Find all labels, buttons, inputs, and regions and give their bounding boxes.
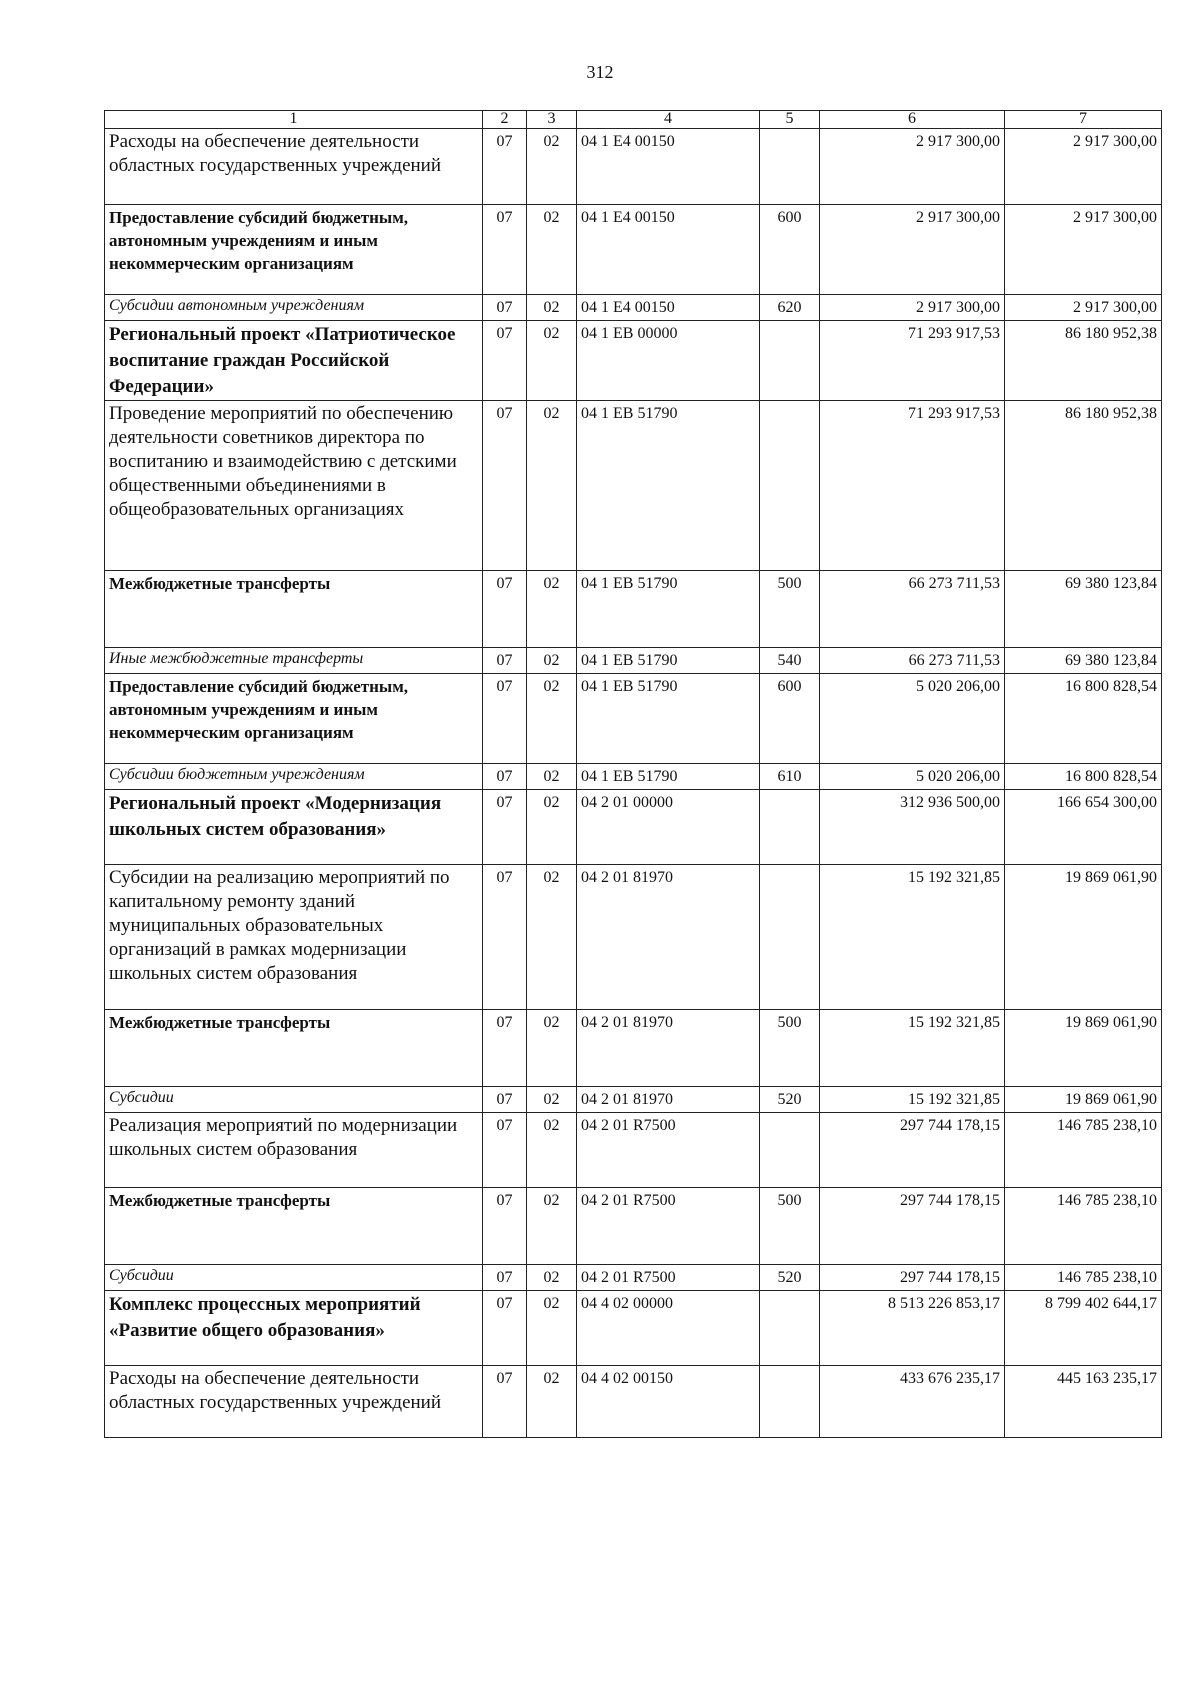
- row-name-cell: Межбюджетные трансферты: [105, 1010, 483, 1087]
- row-amount-col6-cell: 433 676 235,17: [820, 1366, 1005, 1438]
- row-subsection-cell: 02: [527, 1113, 577, 1188]
- row-subsection-cell: 02: [527, 571, 577, 648]
- row-target-code-cell: 04 1 ЕВ 51790: [577, 648, 760, 674]
- table-row: [105, 1087, 1162, 1113]
- row-amount-col6-cell: 71 293 917,53: [820, 401, 1005, 571]
- row-name-cell: Комплекс процессных мероприятий «Развитие общего образования»: [105, 1291, 483, 1366]
- row-amount-col6-cell: 297 744 178,15: [820, 1188, 1005, 1265]
- row-name-cell: Субсидии автономным учреждениям: [105, 295, 483, 321]
- row-subsection-cell: 02: [527, 790, 577, 865]
- row-target-code-cell: 04 1 ЕВ 51790: [577, 764, 760, 790]
- row-expense-type-cell: 620: [760, 295, 820, 321]
- row-name-cell: Предоставление субсидий бюджетным, автономным учреждениям и иным некоммерческим организациям: [105, 674, 483, 764]
- row-amount-col7-cell: 69 380 123,84: [1005, 648, 1162, 674]
- row-section-cell: 07: [483, 1188, 527, 1265]
- row-subsection-cell: 02: [527, 764, 577, 790]
- row-section-cell: 07: [483, 1366, 527, 1438]
- table-row: [105, 129, 1162, 205]
- row-target-code-cell: 04 1 ЕВ 51790: [577, 674, 760, 764]
- column-header: 6: [820, 111, 1005, 129]
- row-section-cell: 07: [483, 321, 527, 401]
- column-header: 1: [105, 111, 483, 129]
- column-header: 7: [1005, 111, 1162, 129]
- column-header: 3: [527, 111, 577, 129]
- row-target-code-cell: 04 1 Е4 00150: [577, 129, 760, 205]
- row-subsection-cell: 02: [527, 648, 577, 674]
- row-name-cell: Межбюджетные трансферты: [105, 571, 483, 648]
- row-amount-col6-cell: 66 273 711,53: [820, 571, 1005, 648]
- row-subsection-cell: 02: [527, 1366, 577, 1438]
- table-row: [105, 571, 1162, 648]
- row-subsection-cell: 02: [527, 865, 577, 1010]
- table-row: [105, 790, 1162, 865]
- row-target-code-cell: 04 4 02 00150: [577, 1366, 760, 1438]
- row-amount-col7-cell: 19 869 061,90: [1005, 865, 1162, 1010]
- row-amount-col7-cell: 8 799 402 644,17: [1005, 1291, 1162, 1366]
- row-name-cell: Субсидии бюджетным учреждениям: [105, 764, 483, 790]
- table-row: [105, 1010, 1162, 1087]
- row-amount-col6-cell: 8 513 226 853,17: [820, 1291, 1005, 1366]
- row-expense-type-cell: 600: [760, 674, 820, 764]
- row-subsection-cell: 02: [527, 1265, 577, 1291]
- row-subsection-cell: 02: [527, 401, 577, 571]
- row-name-cell: Предоставление субсидий бюджетным, автономным учреждениям и иным некоммерческим организациям: [105, 205, 483, 295]
- row-section-cell: 07: [483, 1113, 527, 1188]
- page-number: 312: [586, 62, 614, 82]
- row-section-cell: 07: [483, 1265, 527, 1291]
- row-amount-col7-cell: 2 917 300,00: [1005, 129, 1162, 205]
- row-amount-col7-cell: 86 180 952,38: [1005, 321, 1162, 401]
- row-subsection-cell: 02: [527, 1010, 577, 1087]
- table-row: [105, 1113, 1162, 1188]
- budget-table: [104, 110, 1162, 1438]
- row-subsection-cell: 02: [527, 1188, 577, 1265]
- row-name-cell: Иные межбюджетные трансферты: [105, 648, 483, 674]
- row-amount-col7-cell: 69 380 123,84: [1005, 571, 1162, 648]
- row-section-cell: 07: [483, 764, 527, 790]
- row-target-code-cell: 04 4 02 00000: [577, 1291, 760, 1366]
- row-amount-col7-cell: 16 800 828,54: [1005, 764, 1162, 790]
- row-amount-col7-cell: 86 180 952,38: [1005, 401, 1162, 571]
- row-expense-type-cell: 520: [760, 1265, 820, 1291]
- table-row: [105, 205, 1162, 295]
- row-section-cell: 07: [483, 205, 527, 295]
- row-expense-type-cell: [760, 401, 820, 571]
- row-amount-col7-cell: 2 917 300,00: [1005, 295, 1162, 321]
- row-section-cell: 07: [483, 1291, 527, 1366]
- row-target-code-cell: 04 1 ЕВ 51790: [577, 401, 760, 571]
- row-amount-col6-cell: 15 192 321,85: [820, 1087, 1005, 1113]
- row-section-cell: 07: [483, 790, 527, 865]
- column-header: 5: [760, 111, 820, 129]
- row-amount-col7-cell: 19 869 061,90: [1005, 1010, 1162, 1087]
- row-subsection-cell: 02: [527, 674, 577, 764]
- row-amount-col6-cell: 15 192 321,85: [820, 865, 1005, 1010]
- column-header: 4: [577, 111, 760, 129]
- table-row: [105, 865, 1162, 1010]
- table-row: [105, 648, 1162, 674]
- row-expense-type-cell: 500: [760, 1010, 820, 1087]
- row-section-cell: 07: [483, 129, 527, 205]
- row-expense-type-cell: 500: [760, 1188, 820, 1265]
- row-amount-col6-cell: 5 020 206,00: [820, 764, 1005, 790]
- row-name-cell: Межбюджетные трансферты: [105, 1188, 483, 1265]
- row-name-cell: Реализация мероприятий по модернизации школьных систем образования: [105, 1113, 483, 1188]
- row-expense-type-cell: 610: [760, 764, 820, 790]
- table-body: [105, 129, 1162, 1438]
- row-section-cell: 07: [483, 1087, 527, 1113]
- table-row: [105, 674, 1162, 764]
- row-section-cell: 07: [483, 648, 527, 674]
- table-row: [105, 1188, 1162, 1265]
- row-name-cell: Расходы на обеспечение деятельности областных государственных учреждений: [105, 129, 483, 205]
- table-row: [105, 1291, 1162, 1366]
- row-section-cell: 07: [483, 674, 527, 764]
- row-amount-col6-cell: 2 917 300,00: [820, 205, 1005, 295]
- row-amount-col6-cell: 15 192 321,85: [820, 1010, 1005, 1087]
- row-target-code-cell: 04 1 ЕВ 00000: [577, 321, 760, 401]
- row-target-code-cell: 04 2 01 R7500: [577, 1265, 760, 1291]
- row-expense-type-cell: [760, 129, 820, 205]
- row-target-code-cell: 04 2 01 81970: [577, 1010, 760, 1087]
- row-expense-type-cell: [760, 1366, 820, 1438]
- column-header: 2: [483, 111, 527, 129]
- row-amount-col6-cell: 312 936 500,00: [820, 790, 1005, 865]
- row-expense-type-cell: [760, 790, 820, 865]
- row-amount-col6-cell: 66 273 711,53: [820, 648, 1005, 674]
- table-row: [105, 764, 1162, 790]
- row-expense-type-cell: [760, 1113, 820, 1188]
- row-name-cell: Региональный проект «Модернизация школьных систем образования»: [105, 790, 483, 865]
- row-name-cell: Субсидии: [105, 1265, 483, 1291]
- row-expense-type-cell: [760, 1291, 820, 1366]
- table-row: [105, 295, 1162, 321]
- row-subsection-cell: 02: [527, 1087, 577, 1113]
- row-subsection-cell: 02: [527, 205, 577, 295]
- row-target-code-cell: 04 2 01 00000: [577, 790, 760, 865]
- row-amount-col6-cell: 5 020 206,00: [820, 674, 1005, 764]
- row-amount-col7-cell: 146 785 238,10: [1005, 1113, 1162, 1188]
- row-subsection-cell: 02: [527, 295, 577, 321]
- row-amount-col7-cell: 16 800 828,54: [1005, 674, 1162, 764]
- table-header-row: [105, 111, 1162, 129]
- table-row: [105, 321, 1162, 401]
- row-subsection-cell: 02: [527, 1291, 577, 1366]
- row-subsection-cell: 02: [527, 321, 577, 401]
- row-name-cell: Региональный проект «Патриотическое воспитание граждан Российской Федерации»: [105, 321, 483, 401]
- row-target-code-cell: 04 1 ЕВ 51790: [577, 571, 760, 648]
- row-amount-col6-cell: 2 917 300,00: [820, 129, 1005, 205]
- row-expense-type-cell: 540: [760, 648, 820, 674]
- row-amount-col7-cell: 2 917 300,00: [1005, 205, 1162, 295]
- row-expense-type-cell: 520: [760, 1087, 820, 1113]
- row-subsection-cell: 02: [527, 129, 577, 205]
- row-amount-col6-cell: 2 917 300,00: [820, 295, 1005, 321]
- row-amount-col7-cell: 166 654 300,00: [1005, 790, 1162, 865]
- row-name-cell: Субсидии: [105, 1087, 483, 1113]
- row-amount-col6-cell: 71 293 917,53: [820, 321, 1005, 401]
- row-section-cell: 07: [483, 1010, 527, 1087]
- row-amount-col7-cell: 445 163 235,17: [1005, 1366, 1162, 1438]
- table-row: [105, 1366, 1162, 1438]
- row-expense-type-cell: 600: [760, 205, 820, 295]
- row-section-cell: 07: [483, 401, 527, 571]
- row-expense-type-cell: [760, 865, 820, 1010]
- row-amount-col6-cell: 297 744 178,15: [820, 1265, 1005, 1291]
- row-amount-col7-cell: 19 869 061,90: [1005, 1087, 1162, 1113]
- row-target-code-cell: 04 1 Е4 00150: [577, 295, 760, 321]
- row-section-cell: 07: [483, 571, 527, 648]
- row-target-code-cell: 04 2 01 81970: [577, 1087, 760, 1113]
- table-row: [105, 401, 1162, 571]
- row-target-code-cell: 04 1 Е4 00150: [577, 205, 760, 295]
- row-section-cell: 07: [483, 865, 527, 1010]
- row-target-code-cell: 04 2 01 81970: [577, 865, 760, 1010]
- row-name-cell: Расходы на обеспечение деятельности областных государственных учреждений: [105, 1366, 483, 1438]
- row-amount-col7-cell: 146 785 238,10: [1005, 1188, 1162, 1265]
- row-target-code-cell: 04 2 01 R7500: [577, 1113, 760, 1188]
- row-amount-col6-cell: 297 744 178,15: [820, 1113, 1005, 1188]
- table-row: [105, 1265, 1162, 1291]
- row-section-cell: 07: [483, 295, 527, 321]
- row-name-cell: Субсидии на реализацию мероприятий по капитальному ремонту зданий муниципальных образовательных организаций в рамках модернизации школьных систем образования: [105, 865, 483, 1010]
- row-expense-type-cell: 500: [760, 571, 820, 648]
- row-name-cell: Проведение мероприятий по обеспечению деятельности советников директора по воспитанию и взаимодействию с детскими общественными объединениями в общеобразовательных организациях: [105, 401, 483, 571]
- row-target-code-cell: 04 2 01 R7500: [577, 1188, 760, 1265]
- row-expense-type-cell: [760, 321, 820, 401]
- row-amount-col7-cell: 146 785 238,10: [1005, 1265, 1162, 1291]
